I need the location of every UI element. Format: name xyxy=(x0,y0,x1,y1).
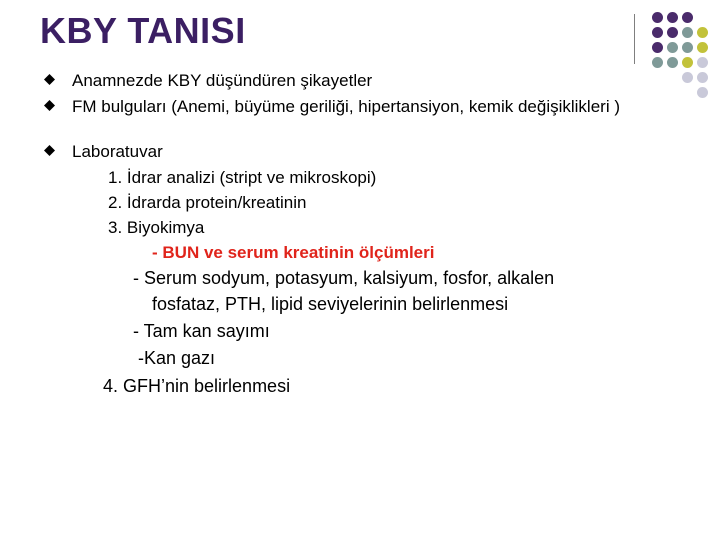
decor-dot xyxy=(682,27,693,38)
decor-dot xyxy=(697,27,708,38)
bullet-text: Anamnezde KBY düşündüren şikayetler xyxy=(72,71,373,90)
decor-dot xyxy=(652,42,663,53)
sub-item: -Kan gazı xyxy=(138,348,216,368)
decor-dot xyxy=(697,72,708,83)
slide-title: KBY TANISI xyxy=(40,10,246,51)
sub-item-continuation: fosfataz, PTH, lipid seviyelerinin belirlenmesi xyxy=(152,294,509,314)
decor-dot xyxy=(697,87,708,98)
bullet-text: FM bulguları (Anemi, büyüme geriliği, hipertansiyon, kemik değişiklikleri ) xyxy=(72,97,620,116)
decor-dot xyxy=(667,42,678,53)
decor-dot xyxy=(652,57,663,68)
diamond-bullet-icon xyxy=(44,100,55,111)
lab-item-3: 3. Biyokimya xyxy=(108,218,205,237)
lab-item-1: 1. İdrar analizi (stript ve mikroskopi) xyxy=(108,168,377,187)
decor-dot xyxy=(667,57,678,68)
decor-dot xyxy=(667,27,678,38)
decorative-divider xyxy=(634,14,635,64)
diamond-bullet-icon xyxy=(44,74,55,85)
decor-dot xyxy=(682,72,693,83)
decor-dot xyxy=(697,42,708,53)
lab-item-4: 4. GFH’nin belirlenmesi xyxy=(103,376,291,396)
decor-dot xyxy=(682,12,693,23)
decor-dot xyxy=(652,12,663,23)
decor-dot xyxy=(682,57,693,68)
decor-dot xyxy=(682,42,693,53)
decor-dot xyxy=(667,12,678,23)
sub-item: - Serum sodyum, potasyum, kalsiyum, fosfor, alkalen xyxy=(133,268,555,288)
bullet-text: Laboratuvar xyxy=(72,142,163,161)
decor-dot xyxy=(652,27,663,38)
highlighted-sub-item: - BUN ve serum kreatinin ölçümleri xyxy=(152,243,435,262)
diamond-bullet-icon xyxy=(44,145,55,156)
lab-item-2: 2. İdrarda protein/kreatinin xyxy=(108,193,307,212)
sub-item: - Tam kan sayımı xyxy=(133,321,270,341)
decor-dot xyxy=(697,57,708,68)
